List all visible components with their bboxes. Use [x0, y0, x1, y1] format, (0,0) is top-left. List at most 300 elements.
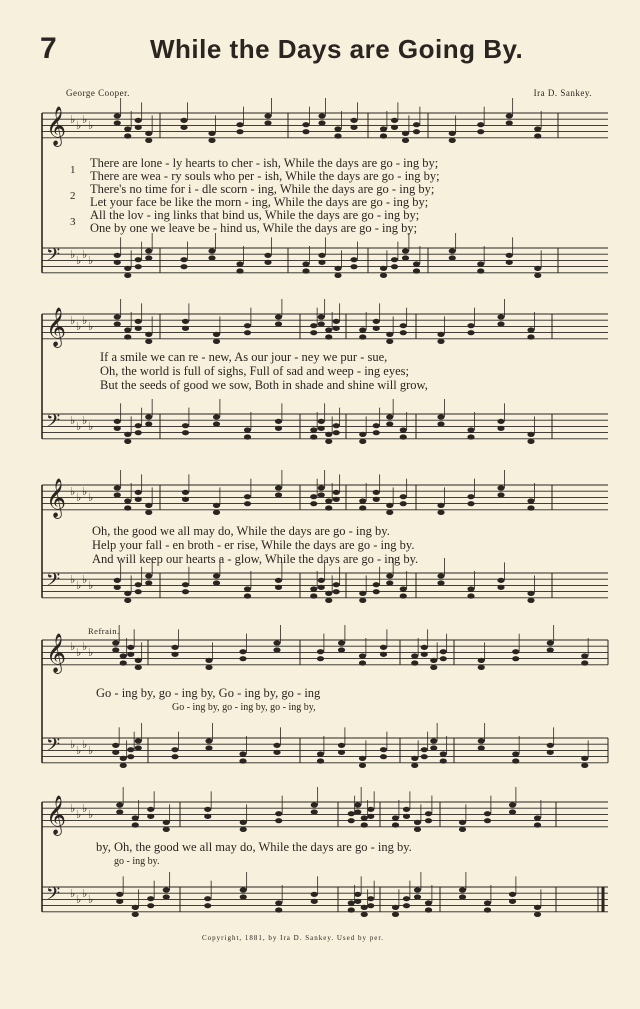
note-head	[147, 807, 154, 812]
lyric-line: All the lov - ing links that bind us, While the days are go - ing by;	[90, 208, 420, 222]
note-head	[124, 439, 131, 444]
refrain-echo-lyric: Go - ing by, go - ing by, go - ing by,	[172, 702, 316, 713]
note-head	[317, 649, 324, 654]
note-head	[367, 807, 374, 812]
note-head	[135, 665, 142, 670]
note-head	[145, 339, 152, 344]
note-head	[275, 907, 282, 912]
note-head	[414, 894, 421, 899]
note-head	[449, 248, 456, 253]
note-head	[373, 582, 380, 587]
lyric-line: And will keep our hearts a - glow, While the days are go - ing by.	[92, 552, 419, 566]
note-head	[437, 580, 444, 585]
note-head	[359, 756, 366, 761]
note-head	[534, 912, 541, 917]
note-head	[402, 131, 409, 136]
note-head	[114, 578, 121, 583]
note-head	[120, 756, 127, 761]
note-head	[497, 426, 504, 431]
note-head	[112, 743, 119, 748]
note-head	[400, 434, 407, 439]
note-head	[512, 656, 519, 661]
note-head	[497, 321, 504, 326]
note-head	[114, 585, 121, 590]
note-head	[527, 591, 534, 596]
flat-icon: ♭	[82, 573, 88, 586]
flat-icon: ♭	[70, 887, 76, 900]
note-head	[386, 421, 393, 426]
note-head	[145, 414, 152, 419]
lyric-line: If a smile we can re - new, As our jour - ney we pur - sue,	[100, 350, 388, 364]
note-head	[171, 754, 178, 759]
note-head	[180, 264, 187, 269]
note-head	[333, 490, 340, 495]
flat-icon: ♭	[88, 420, 94, 433]
note-head	[124, 598, 131, 603]
flat-icon: ♭	[76, 491, 82, 504]
note-head	[581, 763, 588, 768]
note-head	[275, 811, 282, 816]
note-head	[318, 314, 325, 319]
note-head	[114, 253, 121, 258]
lyric-line: One by one we leave be - hind us, While the days are go - ing by;	[90, 221, 418, 235]
note-head	[135, 738, 142, 743]
note-head	[163, 827, 170, 832]
note-head	[421, 747, 428, 752]
note-head	[112, 647, 119, 652]
note-head	[430, 665, 437, 670]
note-head	[135, 125, 142, 130]
note-head	[171, 747, 178, 752]
note-head	[318, 585, 325, 590]
bass-clef-icon: 𝄢	[46, 884, 61, 909]
note-head	[391, 118, 398, 123]
note-head	[421, 645, 428, 650]
note-head	[478, 745, 485, 750]
note-head	[334, 266, 341, 271]
note-head	[527, 505, 534, 510]
note-head	[135, 430, 142, 435]
note-head	[240, 820, 247, 825]
note-head	[273, 640, 280, 645]
note-head	[380, 133, 387, 138]
note-head	[182, 497, 189, 502]
note-head	[213, 503, 220, 508]
flat-icon: ♭	[76, 579, 82, 592]
note-head	[240, 887, 247, 892]
note-head	[400, 586, 407, 591]
note-head	[400, 494, 407, 499]
note-head	[182, 430, 189, 435]
note-head	[244, 494, 251, 499]
note-head	[208, 255, 215, 260]
note-head	[477, 129, 484, 134]
note-head	[392, 905, 399, 910]
note-head	[325, 334, 332, 339]
note-head	[425, 811, 432, 816]
note-head	[205, 738, 212, 743]
note-head	[310, 323, 317, 328]
flat-icon: ♭	[76, 420, 82, 433]
note-head	[367, 896, 374, 901]
flat-icon: ♭	[70, 802, 76, 815]
note-head	[325, 432, 332, 437]
note-head	[440, 758, 447, 763]
hymn-title: While the Days are Going By.	[150, 34, 524, 64]
note-head	[239, 751, 246, 756]
flat-icon: ♭	[76, 808, 82, 821]
note-head	[116, 809, 123, 814]
note-head	[273, 743, 280, 748]
note-head	[527, 439, 534, 444]
note-head	[275, 419, 282, 424]
note-head	[421, 652, 428, 657]
flat-icon: ♭	[76, 320, 82, 333]
flat-icon: ♭	[76, 119, 82, 132]
note-head	[132, 912, 139, 917]
note-head	[547, 647, 554, 652]
note-head	[163, 894, 170, 899]
note-head	[497, 585, 504, 590]
note-head	[547, 640, 554, 645]
note-head	[459, 887, 466, 892]
note-head	[275, 314, 282, 319]
note-head	[354, 809, 361, 814]
note-head	[239, 758, 246, 763]
bass-clef-icon: 𝄢	[46, 735, 61, 760]
note-head	[114, 485, 121, 490]
flat-icon: ♭	[70, 248, 76, 261]
note-head	[135, 589, 142, 594]
note-head	[413, 129, 420, 134]
note-head	[116, 802, 123, 807]
note-head	[402, 138, 409, 143]
note-head	[135, 423, 142, 428]
note-head	[359, 591, 366, 596]
note-head	[497, 314, 504, 319]
note-head	[145, 510, 152, 515]
note-head	[509, 899, 516, 904]
note-head	[204, 896, 211, 901]
note-head	[333, 423, 340, 428]
note-head	[273, 750, 280, 755]
note-head	[124, 273, 131, 278]
note-head	[236, 122, 243, 127]
note-head	[180, 118, 187, 123]
note-head	[380, 126, 387, 131]
note-head	[581, 660, 588, 665]
refrain-lyric: by, Oh, the good we all may do, While the days are go - ing by.	[96, 840, 412, 854]
note-head	[386, 510, 393, 515]
note-head	[509, 809, 516, 814]
note-head	[171, 652, 178, 657]
flat-icon: ♭	[88, 491, 94, 504]
note-head	[204, 903, 211, 908]
note-head	[310, 330, 317, 335]
note-head	[373, 319, 380, 324]
note-head	[127, 747, 134, 752]
treble-clef-icon: 𝄞	[46, 795, 67, 835]
note-head	[182, 589, 189, 594]
note-head	[403, 903, 410, 908]
note-head	[386, 580, 393, 585]
note-head	[124, 498, 131, 503]
note-head	[437, 510, 444, 515]
note-head	[411, 763, 418, 768]
note-head	[373, 497, 380, 502]
note-head	[437, 414, 444, 419]
note-head	[413, 268, 420, 273]
note-head	[509, 892, 516, 897]
note-head	[132, 905, 139, 910]
note-head	[317, 656, 324, 661]
note-head	[208, 248, 215, 253]
note-head	[334, 133, 341, 138]
note-head	[114, 321, 121, 326]
note-head	[318, 260, 325, 265]
note-head	[359, 334, 366, 339]
note-head	[135, 658, 142, 663]
flat-icon: ♭	[88, 320, 94, 333]
note-head	[124, 126, 131, 131]
note-head	[236, 268, 243, 273]
lyric-line: Oh, the world is full of sighs, Full of sad and weep - ing eyes;	[100, 364, 409, 378]
note-head	[386, 414, 393, 419]
note-head	[391, 257, 398, 262]
flat-icon: ♭	[70, 314, 76, 327]
note-head	[275, 578, 282, 583]
note-head	[333, 430, 340, 435]
note-head	[350, 264, 357, 269]
note-head	[147, 896, 154, 901]
flat-icon: ♭	[82, 485, 88, 498]
note-head	[440, 649, 447, 654]
note-head	[145, 332, 152, 337]
note-head	[244, 586, 251, 591]
note-head	[403, 807, 410, 812]
lyric-line: Let your face be like the morn - ing, While the days are go - ing by;	[90, 195, 429, 209]
note-head	[135, 257, 142, 262]
note-head	[317, 758, 324, 763]
note-head	[317, 751, 324, 756]
note-head	[275, 321, 282, 326]
flat-icon: ♭	[88, 893, 94, 906]
note-head	[414, 827, 421, 832]
note-head	[112, 750, 119, 755]
note-head	[547, 750, 554, 755]
note-head	[425, 907, 432, 912]
note-head	[350, 125, 357, 130]
note-head	[380, 645, 387, 650]
note-head	[425, 818, 432, 823]
flat-icon: ♭	[76, 646, 82, 659]
flat-icon: ♭	[88, 119, 94, 132]
flat-icon: ♭	[70, 113, 76, 126]
note-head	[325, 327, 332, 332]
note-head	[359, 653, 366, 658]
note-head	[477, 122, 484, 127]
note-head	[302, 268, 309, 273]
note-head	[112, 640, 119, 645]
note-head	[124, 133, 131, 138]
note-head	[430, 658, 437, 663]
note-head	[478, 665, 485, 670]
note-head	[467, 593, 474, 598]
note-head	[527, 498, 534, 503]
note-head	[275, 900, 282, 905]
note-head	[244, 501, 251, 506]
refrain-label: Refrain.	[88, 626, 120, 636]
note-head	[350, 257, 357, 262]
note-head	[392, 912, 399, 917]
note-head	[534, 126, 541, 131]
note-head	[310, 586, 317, 591]
note-head	[145, 131, 152, 136]
note-head	[205, 665, 212, 670]
flat-icon: ♭	[82, 887, 88, 900]
note-head	[135, 118, 142, 123]
note-head	[437, 503, 444, 508]
note-head	[116, 899, 123, 904]
note-head	[145, 580, 152, 585]
note-head	[421, 754, 428, 759]
note-head	[213, 421, 220, 426]
note-head	[392, 815, 399, 820]
note-head	[534, 273, 541, 278]
flat-icon: ♭	[88, 646, 94, 659]
bass-clef-icon: 𝄢	[46, 245, 61, 270]
note-head	[354, 899, 361, 904]
note-head	[391, 125, 398, 130]
note-head	[459, 894, 466, 899]
note-head	[581, 653, 588, 658]
note-head	[484, 818, 491, 823]
note-head	[386, 573, 393, 578]
note-head	[437, 421, 444, 426]
note-head	[239, 649, 246, 654]
note-head	[359, 498, 366, 503]
note-head	[361, 905, 368, 910]
note-head	[467, 323, 474, 328]
note-head	[180, 125, 187, 130]
note-head	[213, 573, 220, 578]
note-head	[380, 652, 387, 657]
note-head	[373, 430, 380, 435]
flat-icon: ♭	[76, 254, 82, 267]
flat-icon: ♭	[88, 579, 94, 592]
note-head	[333, 497, 340, 502]
flat-icon: ♭	[76, 744, 82, 757]
lyricist-credit: George Cooper.	[66, 88, 130, 98]
note-head	[547, 743, 554, 748]
note-head	[411, 756, 418, 761]
note-head	[208, 131, 215, 136]
note-head	[244, 427, 251, 432]
note-head	[348, 907, 355, 912]
note-head	[391, 264, 398, 269]
note-head	[145, 255, 152, 260]
note-head	[373, 423, 380, 428]
note-head	[213, 414, 220, 419]
note-head	[244, 330, 251, 335]
note-head	[318, 321, 325, 326]
note-head	[414, 887, 421, 892]
lyric-line: There are lone - ly hearts to cher - ish, While the days are go - ing by;	[90, 156, 439, 170]
note-head	[132, 815, 139, 820]
note-head	[132, 822, 139, 827]
note-head	[120, 660, 127, 665]
note-head	[497, 578, 504, 583]
note-head	[182, 490, 189, 495]
note-head	[318, 120, 325, 125]
note-head	[333, 326, 340, 331]
note-head	[208, 138, 215, 143]
note-head	[373, 589, 380, 594]
note-head	[114, 113, 121, 118]
note-head	[264, 120, 271, 125]
note-head	[163, 820, 170, 825]
note-head	[244, 323, 251, 328]
note-head	[239, 656, 246, 661]
note-head	[236, 261, 243, 266]
note-head	[373, 490, 380, 495]
note-head	[114, 492, 121, 497]
note-head	[359, 439, 366, 444]
note-head	[380, 747, 387, 752]
lyric-line: Help your fall - en broth - er rise, While the days are go - ing by.	[92, 538, 415, 552]
note-head	[325, 505, 332, 510]
note-head	[135, 582, 142, 587]
note-head	[400, 593, 407, 598]
flat-icon: ♭	[70, 738, 76, 751]
note-head	[467, 586, 474, 591]
note-head	[310, 434, 317, 439]
note-head	[467, 434, 474, 439]
note-head	[318, 113, 325, 118]
note-head	[484, 907, 491, 912]
flat-icon: ♭	[88, 254, 94, 267]
note-head	[413, 261, 420, 266]
lyric-line: There's no time for i - dle scorn - ing, While the days are go - ing by;	[90, 182, 435, 196]
note-head	[400, 427, 407, 432]
note-head	[180, 257, 187, 262]
bass-clef-icon: 𝄢	[46, 570, 61, 595]
note-head	[367, 814, 374, 819]
note-head	[361, 822, 368, 827]
note-head	[400, 501, 407, 506]
note-head	[354, 892, 361, 897]
note-head	[359, 660, 366, 665]
note-head	[534, 815, 541, 820]
note-head	[359, 432, 366, 437]
note-head	[114, 120, 121, 125]
note-head	[392, 822, 399, 827]
flat-icon: ♭	[70, 640, 76, 653]
note-head	[437, 339, 444, 344]
note-head	[124, 432, 131, 437]
note-head	[497, 419, 504, 424]
note-head	[124, 327, 131, 332]
note-head	[318, 253, 325, 258]
flat-icon: ♭	[82, 248, 88, 261]
treble-clef-icon: 𝄞	[46, 633, 67, 673]
note-head	[145, 573, 152, 578]
note-head	[275, 492, 282, 497]
note-head	[213, 510, 220, 515]
note-head	[449, 255, 456, 260]
note-head	[124, 591, 131, 596]
note-head	[240, 894, 247, 899]
